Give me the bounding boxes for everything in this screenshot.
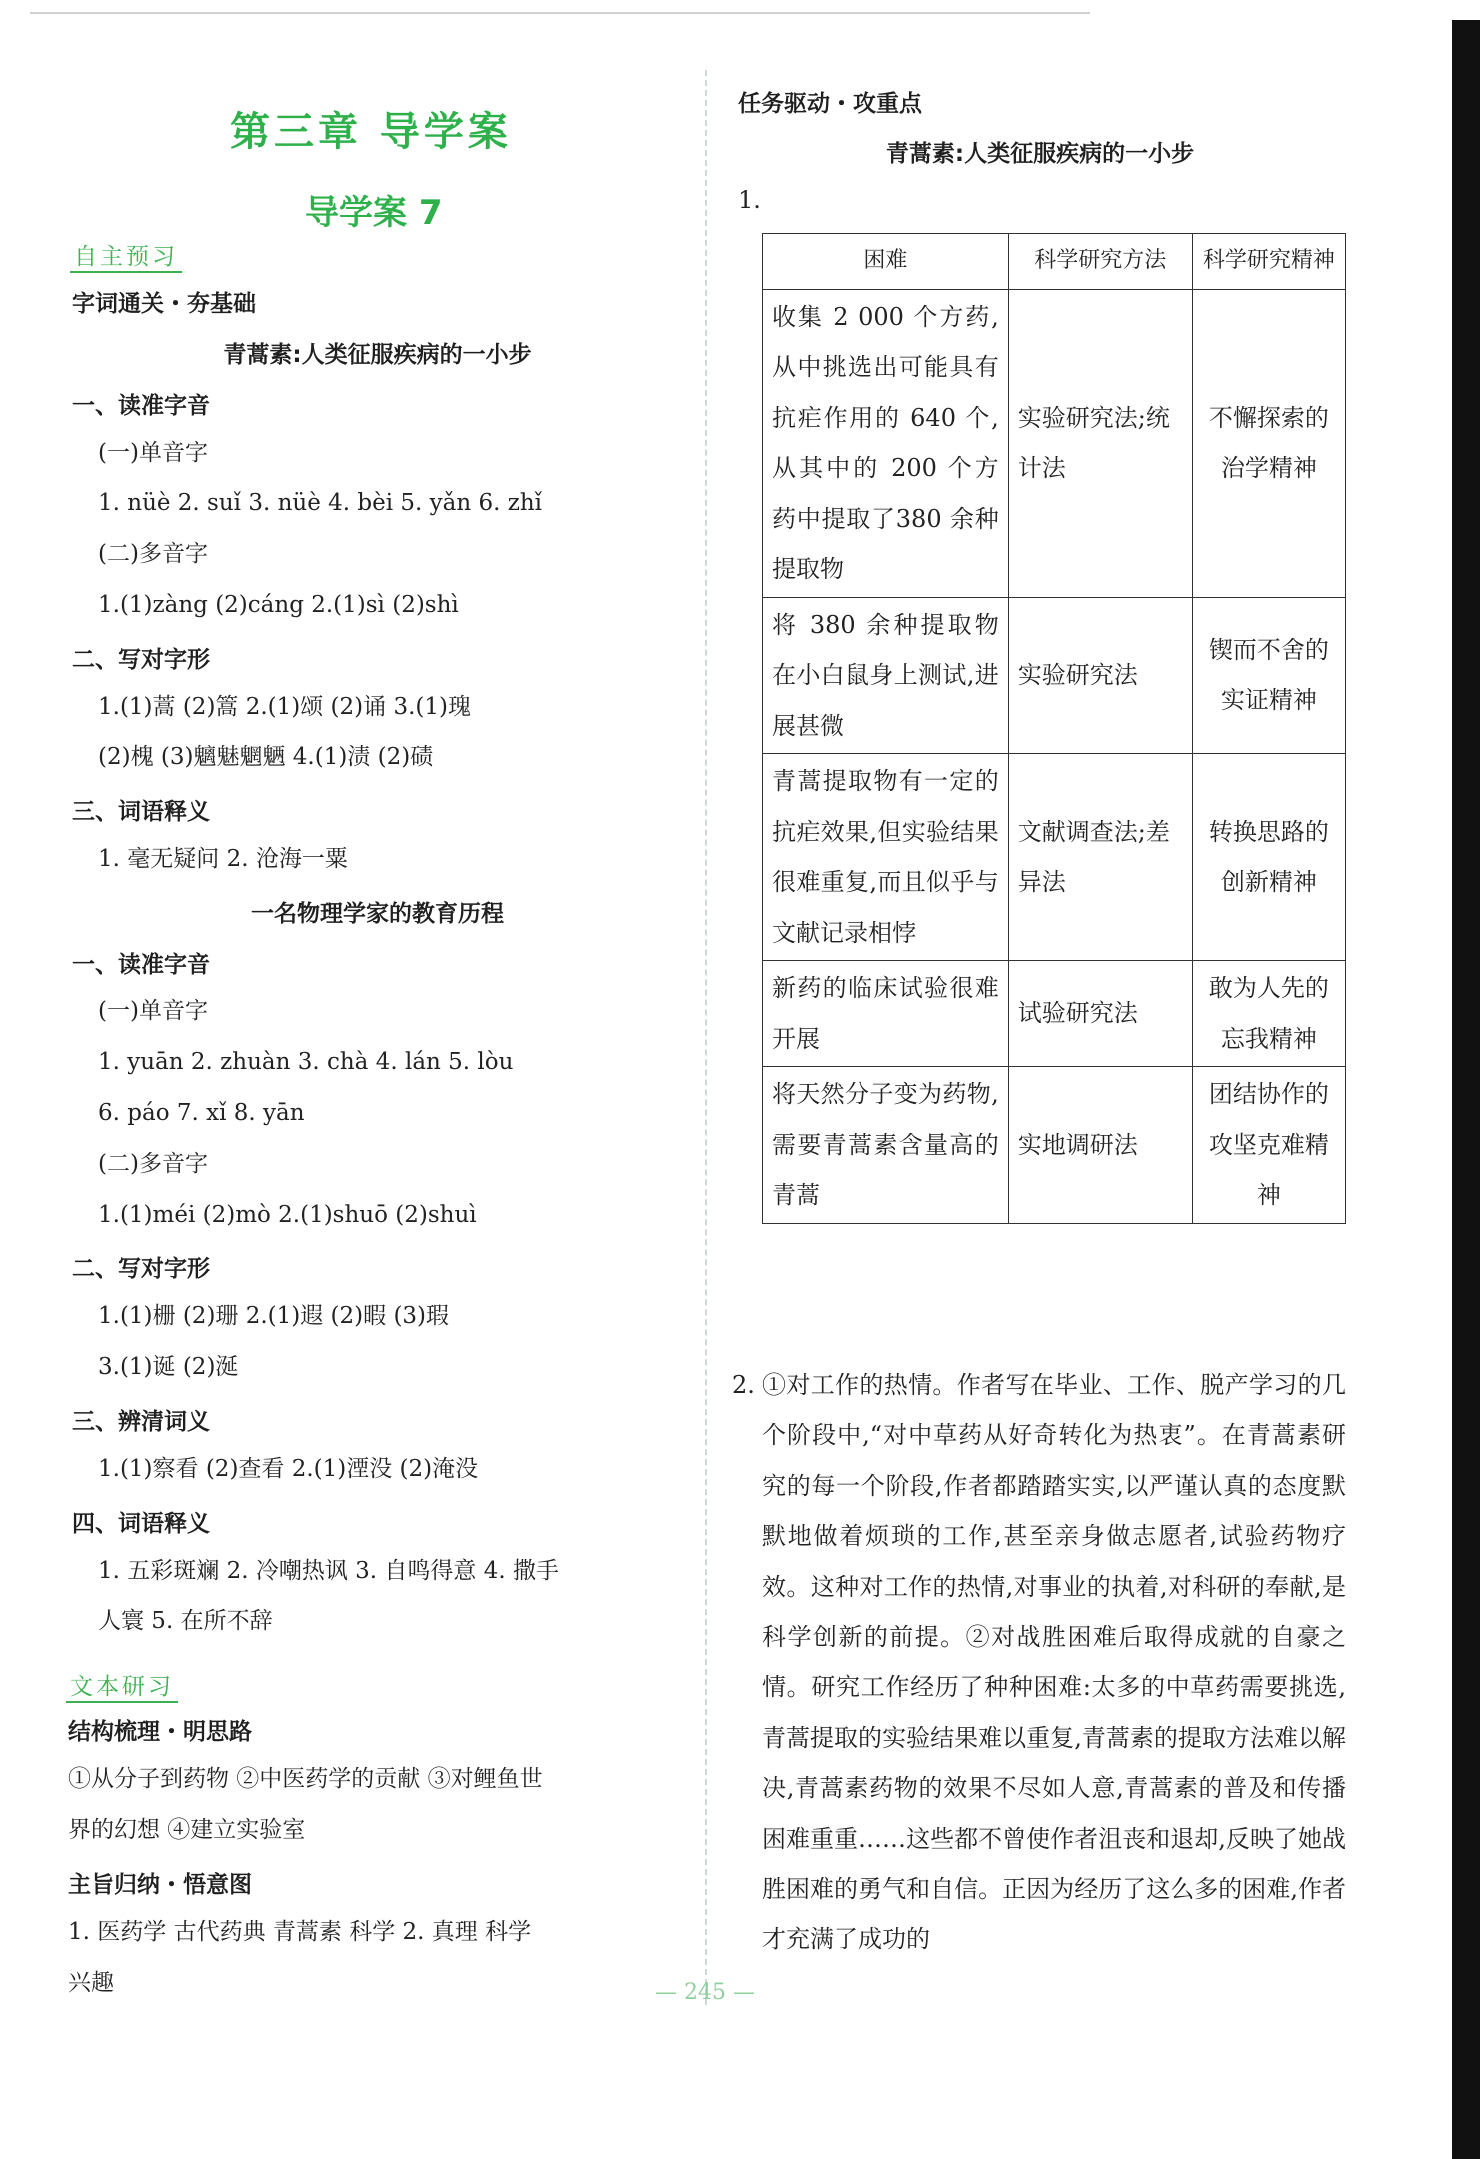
- heading-zhuzhi: 主旨归纳・悟意图: [68, 1872, 252, 1898]
- table-cell: 团结协作的攻坚克难精神: [1192, 1067, 1345, 1224]
- table-header-row: [763, 234, 1346, 290]
- a1-sub-1: (一)单音字: [98, 440, 208, 466]
- column-divider: [705, 70, 707, 2005]
- a2-line-7: 1. 五彩斑斓 2. 冷嘲热讽 3. 自鸣得意 4. 撒手: [98, 1558, 559, 1584]
- table-cell: 转换思路的创新精神: [1192, 754, 1345, 961]
- zz-line-2: 兴趣: [68, 1970, 114, 1996]
- table-cell: 实验研究法: [1008, 597, 1192, 754]
- a2-line-2: 6. páo 7. xǐ 8. yān: [98, 1100, 305, 1126]
- section-title: 导学案 7: [305, 193, 443, 233]
- table-cell: 将天然分子变为药物,需要青蒿素含量高的青蒿: [763, 1067, 1009, 1224]
- table-row: [763, 754, 1346, 961]
- scan-edge: [1452, 20, 1480, 2159]
- a1-line-3: 1.(1)蒿 (2)篙 2.(1)颂 (2)诵 3.(1)瑰: [98, 694, 471, 720]
- table-cell: 不懈探索的治学精神: [1192, 289, 1345, 597]
- a1-line-4: (2)槐 (3)魑魅魍魉 4.(1)渍 (2)碛: [98, 744, 434, 770]
- top-rule: [30, 12, 1090, 14]
- question-2-number: 2.: [732, 1371, 755, 1399]
- table-cell: 收集 2 000 个方药,从中挑选出可能具有抗疟作用的 640 个,从其中的 200 个方药中提取了380 余种提取物: [763, 289, 1009, 597]
- heading-jiegou: 结构梳理・明思路: [68, 1719, 252, 1745]
- table-cell: 实验研究法;统计法: [1008, 289, 1192, 597]
- zz-line-1: 1. 医药学 古代药典 青蒿素 科学 2. 真理 科学: [68, 1919, 532, 1945]
- wenben-section: 文本研习: [66, 1668, 178, 1701]
- article2-title: 一名物理学家的教育历程: [251, 901, 504, 927]
- table-cell: 锲而不舍的实证精神: [1192, 597, 1345, 754]
- table-row: [763, 597, 1346, 754]
- a1-sub-2: (二)多音字: [98, 541, 208, 567]
- a1-line-2: 1.(1)zàng (2)cáng 2.(1)sì (2)shì: [98, 592, 459, 618]
- a2-line-8: 人寰 5. 在所不辞: [98, 1608, 273, 1634]
- jg-line-1: ①从分子到药物 ②中医药学的贡献 ③对鲤鱼世: [68, 1766, 543, 1792]
- a2-line-4: 1.(1)栅 (2)珊 2.(1)遐 (2)暇 (3)瑕: [98, 1303, 450, 1329]
- a2-heading-4: 四、词语释义: [72, 1511, 210, 1537]
- a2-heading-3: 三、辨清词义: [72, 1409, 210, 1435]
- table-cell: 敢为人先的忘我精神: [1192, 961, 1345, 1067]
- table-cell: 新药的临床试验很难开展: [763, 961, 1009, 1067]
- heading-renwu: 任务驱动・攻重点: [738, 91, 922, 117]
- research-table: [762, 233, 1346, 1224]
- a2-heading-2: 二、写对字形: [72, 1256, 210, 1282]
- question-1-number: 1.: [738, 186, 761, 214]
- a1-line-1: 1. nüè 2. suǐ 3. nüè 4. bèi 5. yǎn 6. zhǐ: [98, 490, 543, 516]
- a2-line-6: 1.(1)察看 (2)查看 2.(1)湮没 (2)淹没: [98, 1456, 479, 1482]
- table-cell: 文献调查法;差异法: [1008, 754, 1192, 961]
- a2-line-3: 1.(1)méi (2)mò 2.(1)shuō (2)shuì: [98, 1202, 477, 1228]
- table-header: 科学研究方法: [1008, 234, 1192, 290]
- a2-line-5: 3.(1)诞 (2)涎: [98, 1354, 239, 1380]
- article1-title: 青蒿素:人类征服疾病的一小步: [223, 342, 532, 368]
- question-2-answer: ①对工作的热情。作者写在毕业、工作、脱产学习的几个阶段中,“对中草药从好奇转化为热衷”。在青蒿素研究的每一个阶段,作者都踏踏实实,以严谨认真的态度默默地做着烦琐的工作,甚至亲身做志愿者,试验药物疗效。这种对工作的热情,对事业的执着,对科研的奉献,是科学创新的前提。②对战胜困难后取得成就的自豪之情。研究工作经历了种种困难:太多的中草药需要挑选,青蒿提取的实验结果难以重复,青蒿素的提取方法难以解决,青蒿素药物的效果不尽如人意,青蒿素的普及和传播困难重重……这些都不曾使作者沮丧和退却,反映了她战胜困难的勇气和自信。正因为经历了这么多的困难,作者才充满了成功的: [762, 1371, 1346, 1954]
- table-row: [763, 289, 1346, 597]
- a1-line-5: 1. 毫无疑问 2. 沧海一粟: [98, 846, 348, 872]
- right-article-title: 青蒿素:人类征服疾病的一小步: [885, 141, 1195, 167]
- a2-line-1: 1. yuān 2. zhuàn 3. chà 4. lán 5. lòu: [98, 1049, 514, 1075]
- a2-sub-2: (二)多音字: [98, 1151, 208, 1177]
- table-cell: 将 380 余种提取物在小白鼠身上测试,进展甚微: [763, 597, 1009, 754]
- zizhu-section: 自主预习: [70, 238, 182, 271]
- a1-heading-2: 二、写对字形: [72, 647, 210, 673]
- table-cell: 试验研究法: [1008, 961, 1192, 1067]
- a1-heading-3: 三、词语释义: [72, 799, 210, 825]
- heading-zici: 字词通关・夯基础: [72, 291, 256, 317]
- page-number: — 245 —: [655, 1980, 755, 2005]
- a1-heading-1: 一、读准字音: [72, 393, 210, 419]
- table-row: [763, 1067, 1346, 1224]
- table-header: 科学研究精神: [1192, 234, 1345, 290]
- a2-sub-1: (一)单音字: [98, 998, 208, 1024]
- jg-line-2: 界的幻想 ④建立实验室: [68, 1817, 306, 1843]
- table-cell: 实地调研法: [1008, 1067, 1192, 1224]
- table-row: [763, 961, 1346, 1067]
- table-cell: 青蒿提取物有一定的抗疟效果,但实验结果很难重复,而且似乎与文献记录相悖: [763, 754, 1009, 961]
- table-header: 困难: [763, 234, 1009, 290]
- chapter-title: 第三章 导学案: [230, 109, 512, 155]
- a2-heading-1: 一、读准字音: [72, 952, 210, 978]
